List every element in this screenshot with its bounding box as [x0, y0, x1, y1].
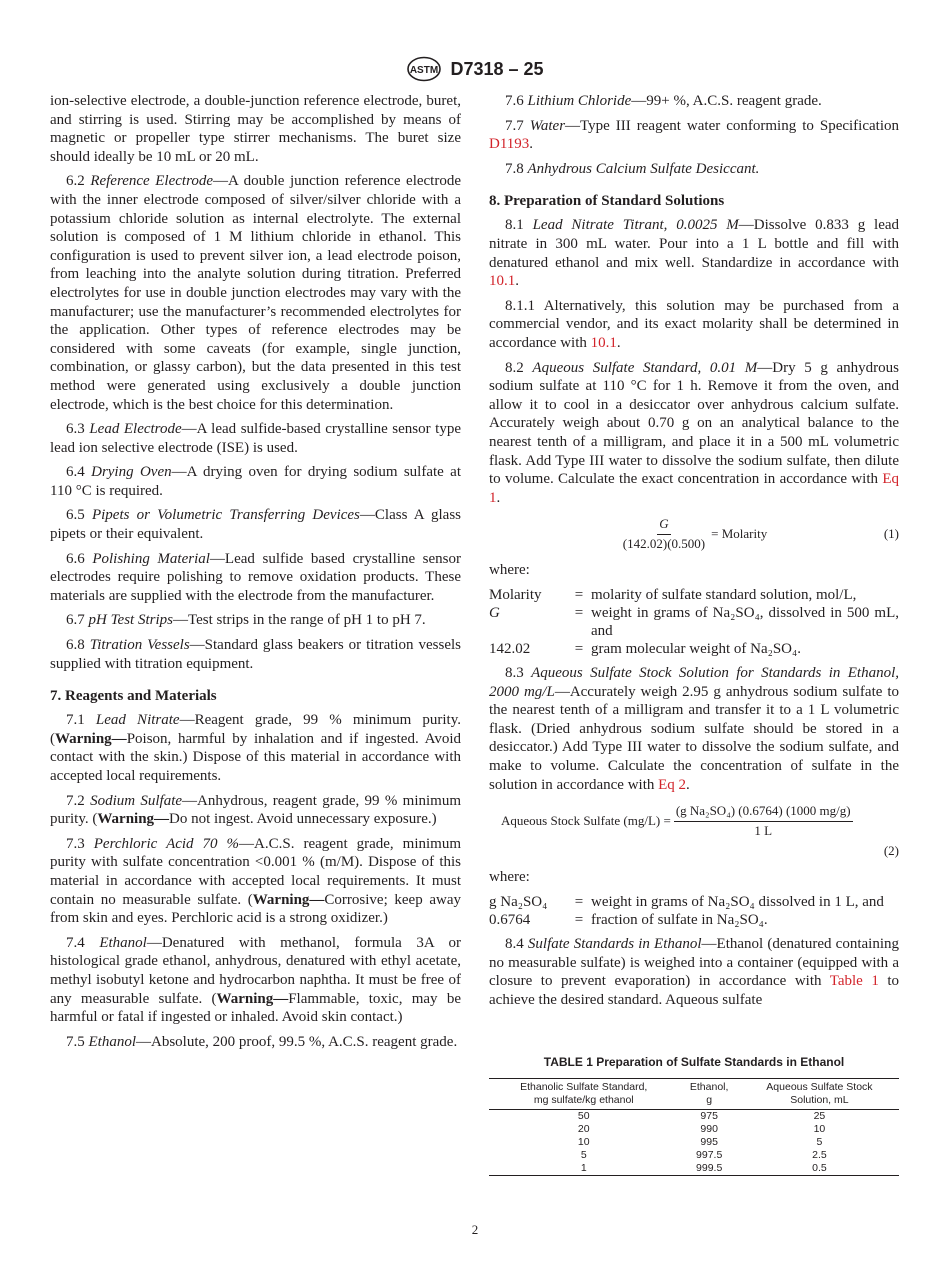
- link-eq-2[interactable]: Eq 2: [658, 776, 687, 793]
- section-7-5: 7.5 Ethanol—Absolute, 200 proof, 99.5 %, A.C.S. reagent grade.: [66, 1033, 458, 1050]
- table-row: 1 999.5 0.5: [489, 1162, 899, 1176]
- section-7-2: 7.2 Sodium Sulfate—Anhydrous, reagent grade, 99 % minimum purity. (Warning—Do not ingest. Avoid unnecessary exposure.): [50, 792, 461, 828]
- eq2-denominator: 1 L: [754, 822, 773, 838]
- definition-row: 0.6764 = fraction of sulfate in Na₂SO₄.: [489, 912, 768, 928]
- section-6-2: 6.2 Reference Electrode—A double junction reference electrode with the inner electrode composed of silver/silver chloride with a potassium chloride solution as internal electrolyte. The external solution is composed of 1 M lithium chloride in ethanol. This configuration is used to prevent silver ion, a lead electrode poison, from leaching into the analyte solution during titration. Preferred electrolytes for use in double junction electrodes may vary with the manufacturer; use the manufacturer’s recommended electrolytes for the application. Other types of reference electrodes may be considered with some caveats (for example, single junction, combination, or glassy carbon), but the data presented in this test method were generated using exclusively a double junction electrode, which is the best choice for this determination.: [50, 173, 461, 413]
- section-heading-7: 7. Reagents and Materials: [50, 688, 217, 705]
- table-header-cell: Aqueous Sulfate Stock Solution, mL: [740, 1078, 899, 1109]
- link-table-1[interactable]: Table 1: [829, 973, 879, 990]
- section-6-4: 6.4 Drying Oven—A drying oven for drying sodium sulfate at 110 °C is required.: [50, 464, 461, 499]
- table-header-cell: Ethanolic Sulfate Standard, mg sulfate/kg ethanol: [489, 1078, 678, 1109]
- where-label-2: where:: [489, 869, 530, 886]
- table-row: 50 975 25: [577, 1109, 826, 1122]
- section-7-7: 7.7 Water—Type III reagent water conforming to Specification D1193.: [489, 117, 899, 153]
- section-6-6: 6.6 Polishing Material—Lead sulfide based crystalline sensor electrodes require polishing to remove oxidation products. These materials are supplied with the electrode from the manufacturer.: [50, 550, 462, 604]
- eq1-numerator: G: [657, 515, 670, 535]
- section-7-8: 7.8 Anhydrous Calcium Sulfate Desiccant.: [505, 160, 760, 177]
- definition-row: Molarity = molarity of sulfate standard solution, mol/L,: [489, 587, 857, 604]
- svg-text:ASTM: ASTM: [410, 65, 439, 76]
- link-d1193[interactable]: D1193: [489, 136, 530, 153]
- eq1-number: (1): [883, 526, 899, 542]
- section-8-2: 8.2 Aqueous Sulfate Standard, 0.01 M—Dry 5 g anhydrous sodium sulfate at 110 °C for 1 h. Remove it from the oven, and allow it to cool in a desiccator over anhydrous calcium sulfate. Accurately weigh about 0.70 g on an analytical balance to the nearest tenth of a milligram, and place it in a 500 mL volumetric flask. Add Type III water to dissolve the sodium sulfate, then dilute to volume. Calculate the exact concentration in accordance with Eq 1.: [489, 359, 900, 506]
- page-header: [0, 56, 950, 82]
- document-designation: D7318 – 25: [450, 58, 544, 79]
- eq2-lhs: Aqueous Stock Sulfate (mg/L) =: [501, 813, 671, 829]
- section-7-4: 7.4 Ethanol—Denatured with methanol, formula 3A or histological grade ethanol, anhydrous, denatured with ethyl acetate, methyl isobutyl ketone and hydrocarbon naphtha. It must be free of any measurable sulfate. (Warning—Flammable, toxic, may be harmful or fatal if ingested or inhaled. Avoid skin contact.): [50, 934, 461, 1026]
- section-7-1: 7.1 Lead Nitrate—Reagent grade, 99 % minimum purity. (Warning—Poison, harmful by inhalation and if ingested. Avoid contact with the skin.) Dispose of this material in accordance with accepted local requirements.: [50, 712, 461, 784]
- table-1: [489, 1078, 899, 1176]
- eq2-numerator: (g Na₂SO₄) (0.6764) (1000 mg/g): [674, 802, 853, 822]
- section-8-1-1: 8.1.1 Alternatively, this solution may be purchased from a commercial vendor, and its exact molarity shall be determined in accordance with 10.1.: [489, 297, 899, 351]
- eq1-rhs: = Molarity: [711, 526, 768, 542]
- table-row: 20 990 10: [577, 1122, 826, 1135]
- eq2-number: (2): [883, 842, 899, 858]
- section-6-8: 6.8 Titration Vessels—Standard glass beakers or titration vessels supplied with titration equipment.: [50, 637, 461, 672]
- table-row: 10 995 5: [577, 1135, 823, 1148]
- definition-row: G = weight in grams of Na₂SO₄, dissolved in 500 mL, and: [489, 605, 899, 640]
- section-heading-8: 8. Preparation of Standard Solutions: [489, 193, 725, 210]
- eq1-denominator: (142.02)(0.500): [622, 535, 706, 551]
- section-6-3: 6.3 Lead Electrode—A lead sulfide-based crystalline sensor type lead ion selective electrode (ISE) is used.: [50, 421, 461, 456]
- link-10-1-b[interactable]: 10.1: [590, 334, 617, 351]
- link-eq-1[interactable]: Eq 1: [489, 471, 899, 506]
- table-1-title: TABLE 1 Preparation of Sulfate Standards in Ethanol: [543, 1055, 845, 1070]
- equation-2: [489, 802, 899, 860]
- link-10-1[interactable]: 10.1: [489, 273, 516, 290]
- section-8-4: 8.4 Sulfate Standards in Ethanol—Ethanol (denatured containing no measurable sulfate) is weighed into a container (equipped with a closure to prevent evaporation) in accordance with Table 1 to achieve the desired standard. Aqueous sulfate: [489, 936, 899, 1008]
- left-column: [50, 92, 461, 1057]
- eq1-definitions: [489, 586, 899, 658]
- right-column: [489, 92, 899, 1176]
- section-8-1: 8.1 Lead Nitrate Titrant, 0.0025 M—Dissolve 0.833 g lead nitrate in 300 mL water. Pour into a 1 L bottle and fill with denatured ethanol and mix well. Standardize in accordance with 10.1.: [489, 217, 900, 290]
- table-header-cell: Ethanol, g: [678, 1078, 739, 1109]
- definition-row: g Na₂SO₄ = weight in grams of Na₂SO₄ dissolved in 1 L, and: [489, 894, 884, 910]
- section-6-7: 6.7 pH Test Strips—Test strips in the range of pH 1 to pH 7.: [66, 612, 426, 629]
- section-7-6: 7.6 Lithium Chloride—99+ %, A.C.S. reagent grade.: [505, 93, 822, 109]
- definition-row: 142.02 = gram molecular weight of Na₂SO₄.: [489, 641, 801, 658]
- paragraph-6-1-continued: ion-selective electrode, a double-junction reference electrode, buret, and stirring is used. Stirring may be accomplished by means of magnetic or propeller type stirrer mechanisms. The buret size should ideally be 10 mL or 20 mL.: [50, 93, 461, 165]
- page-number: 2: [471, 1222, 479, 1237]
- equation-1: [489, 515, 899, 553]
- astm-logo-icon: [406, 56, 442, 82]
- table-row: 5 997.5 2.5: [580, 1148, 827, 1161]
- where-label-1: where:: [489, 562, 530, 579]
- section-6-5: 6.5 Pipets or Volumetric Transferring Devices—Class A glass pipets or their equivalent.: [50, 507, 461, 543]
- section-7-3: 7.3 Perchloric Acid 70 %—A.C.S. reagent grade, minimum purity with sulfate concentration <0.001 % (m/M). Dispose of this material in accordance with accepted local requirements. It must contain no measurable sulfate. (Warning—Corrosive; keep away from skin and eyes. Perchloric acid is a strong oxidizer.): [50, 835, 461, 927]
- eq2-definitions: [489, 893, 899, 929]
- section-8-3: 8.3 Aqueous Sulfate Stock Solution for Standards in Ethanol, 2000 mg/L—Accurately weigh 2.95 g anhydrous sodium sulfate to the nearest tenth of a milligram and transfer it to a 1 L volumetric flask. (Dried anhydrous sodium sulfate should be stored in a desiccator.) Add Type III water to dissolve the sodium sulfate, and make to volume. Calculate the concentration of sulfate in the solution in accordance with Eq 2.: [489, 665, 900, 793]
- table-header-row: [489, 1078, 899, 1109]
